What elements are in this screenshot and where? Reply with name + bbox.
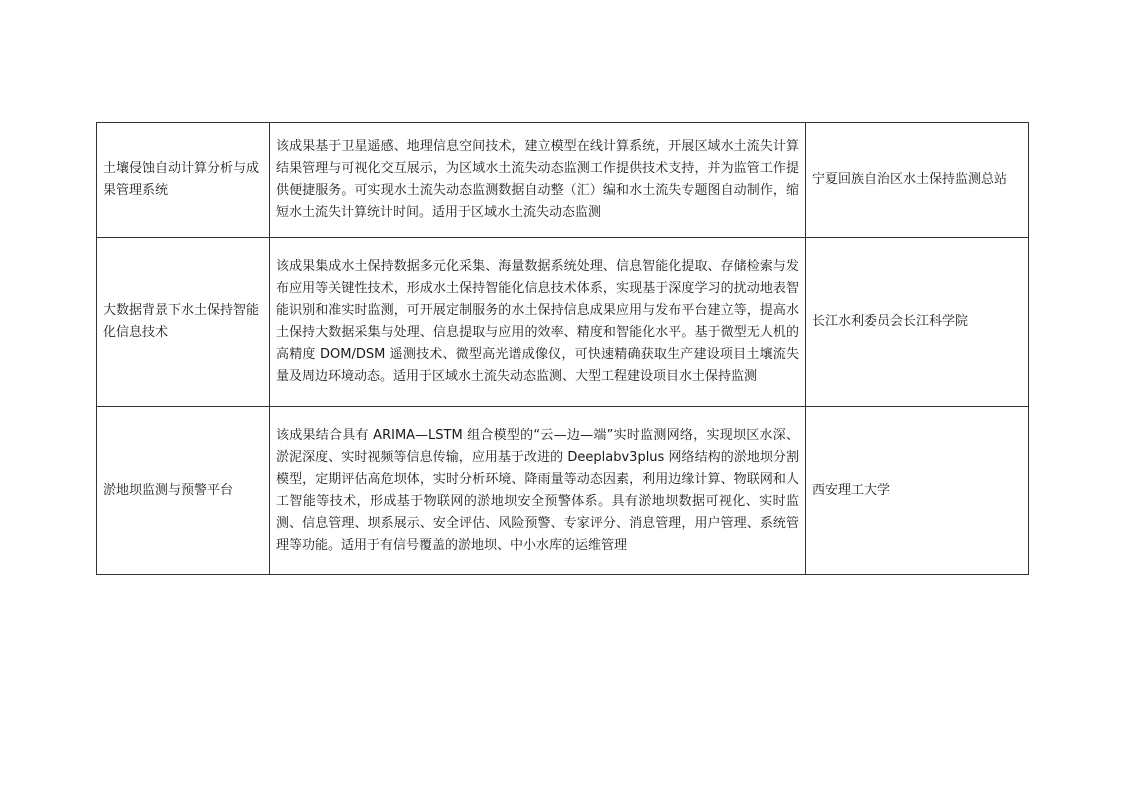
table-row	[97, 238, 1029, 407]
table-row	[97, 407, 1029, 575]
result-description-cell: 该成果结合具有 ARIMA—LSTM 组合模型的“云—边—端”实时监测网络，实现坝区水深、淤泥深度、实时视频等信息传输，应用基于改进的 Deeplabv3plus 网络结构的淤地坝分割模型，定期评估高危坝体，实时分析环境、降雨量等动态因素，利用边缘计算、物联网和人工智能等技术，形成基于物联网的淤地坝安全预警体系。具有淤地坝数据可视化、实时监测、信息管理、坝系展示、安全评估、风险预警、专家评分、消息管理，用户管理、系统管理等功能。适用于有信号覆盖的淤地坝、中小水库的运维管理	[270, 407, 806, 575]
result-organization-cell: 西安理工大学	[806, 407, 1029, 575]
result-organization-cell: 宁夏回族自治区水土保持监测总站	[806, 123, 1029, 238]
result-description-cell: 该成果基于卫星遥感、地理信息空间技术，建立模型在线计算系统，开展区域水土流失计算结果管理与可视化交互展示，为区域水土流失动态监测工作提供技术支持，并为监管工作提供便捷服务。可实现水土流失动态监测数据自动整（汇）编和水土流失专题图自动制作，缩短水土流失计算统计时间。适用于区域水土流失动态监测	[270, 123, 806, 238]
result-name-cell: 淤地坝监测与预警平台	[97, 407, 270, 575]
result-name-cell: 大数据背景下水土保持智能化信息技术	[97, 238, 270, 407]
results-table	[96, 122, 1029, 575]
result-name-cell: 土壤侵蚀自动计算分析与成果管理系统	[97, 123, 270, 238]
result-description-cell: 该成果集成水土保持数据多元化采集、海量数据系统处理、信息智能化提取、存储检索与发布应用等关键性技术，形成水土保持智能化信息技术体系，实现基于深度学习的扰动地表智能识别和准实时监测，可开展定制服务的水土保持信息成果应用与发布平台建立等，提高水土保持大数据采集与处理、信息提取与应用的效率、精度和智能化水平。基于微型无人机的高精度 DOM/DSM 遥测技术、微型高光谱成像仪，可快速精确获取生产建设项目土壤流失量及周边环境动态。适用于区域水土流失动态监测、大型工程建设项目水土保持监测	[270, 238, 806, 407]
table-row	[97, 123, 1029, 238]
result-organization-cell: 长江水利委员会长江科学院	[806, 238, 1029, 407]
